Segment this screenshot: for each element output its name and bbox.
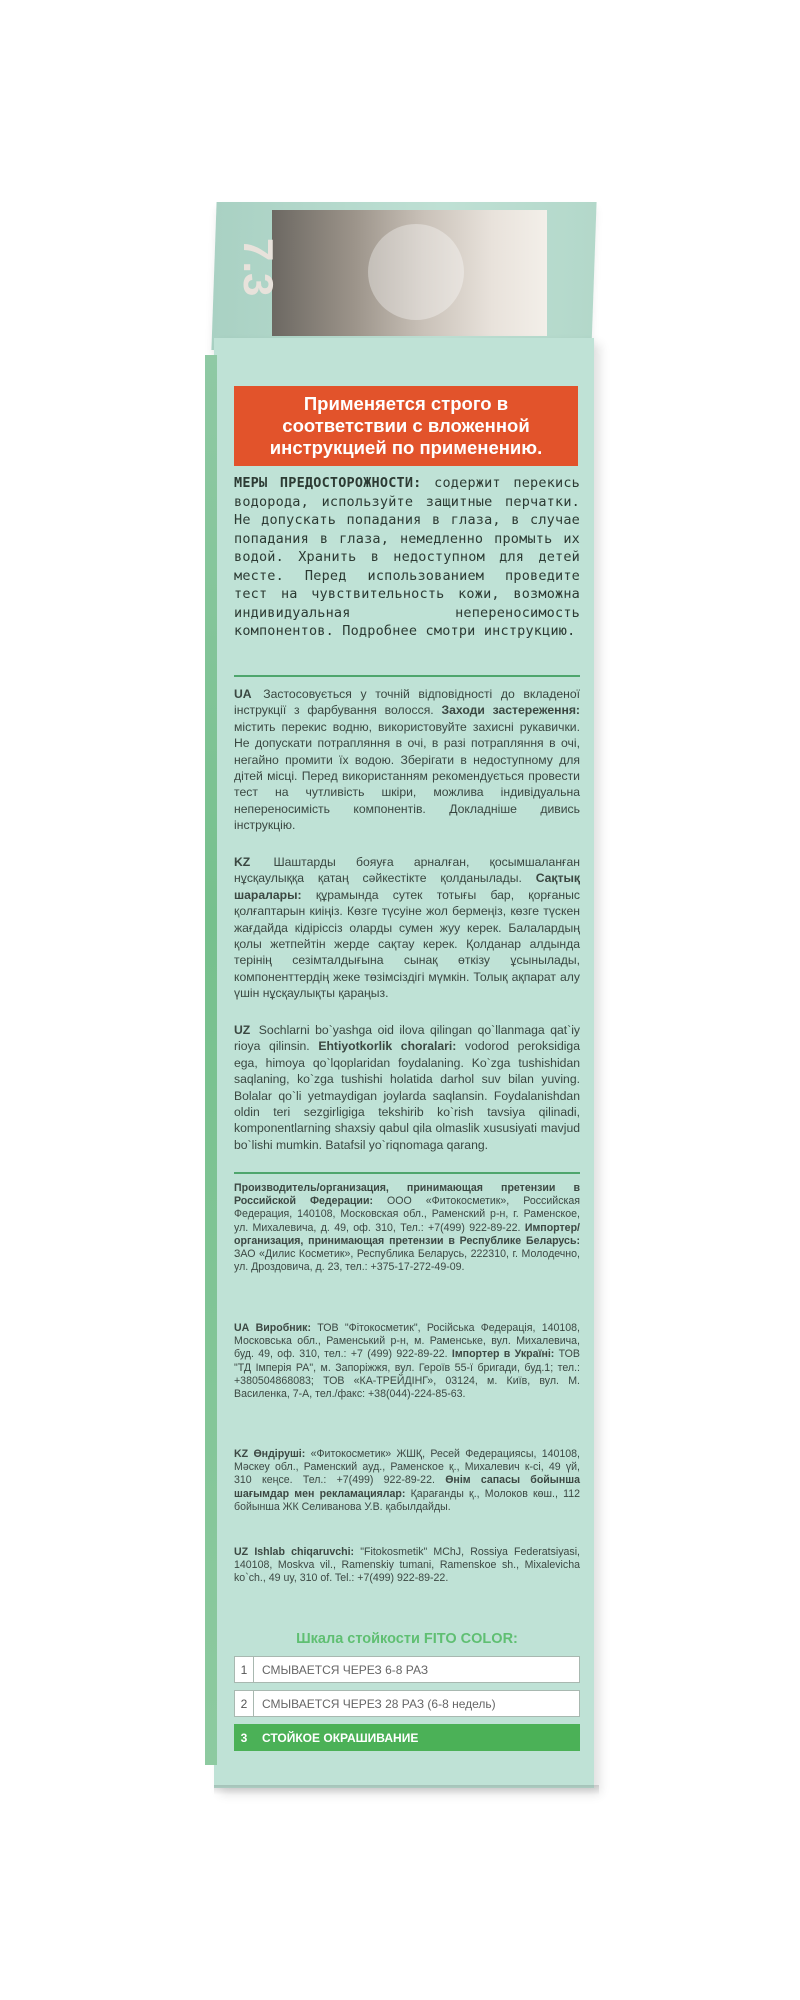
kz-code: KZ xyxy=(234,855,251,869)
kz-text: құрамында сутек тотығы бар, қорғаныс қолғаптарын киіңіз. Көзге түсуіне жол бермеңіз, көзге түскен жағдайда кідіріссіз оларды сумен жуу керек. Балалардың қолы жетпейтін жерде сақтау керек. Қолданар алдында терінің сезімталдығына сынақ өткізу ұсынылады, компоненттердің жеке төзімсіздігі мүмкін. Толық ақпарат алу үшін нұсқаулықты қараңыз. xyxy=(234,887,580,1001)
scale-row-label: СТОЙКОЕ ОКРАШИВАНИЕ xyxy=(254,1724,580,1751)
producer-ua-heading: Виробник: xyxy=(255,1322,311,1334)
uz-code: UZ xyxy=(234,1023,251,1037)
uz-intro: Sochlarni bo`yashga oid ilova qilingan qo`llanmaga qat`iy rioya qilinsin. xyxy=(234,1023,580,1054)
scale-row-number: 2 xyxy=(234,1690,254,1717)
scale-row-label: СМЫВАЕТСЯ ЧЕРЕЗ 28 РАЗ (6-8 недель) xyxy=(254,1690,580,1717)
importer-by-heading: Импортер/организация, принимающая претензии в Республике Беларусь: xyxy=(234,1221,580,1247)
producer-ua xyxy=(234,1322,580,1401)
precautions-body: содержит перекись водорода, используйте защитные перчатки. Не допускать попадания в глаза, в случае попадания в глаза, немедленно промыть их водой. Хранить в недоступном для детей месте. Перед использованием проведите тест на чувствительность кожи, возможна индивидуальная непереносимость компонентов. Подробнее смотри инструкцию. xyxy=(234,475,581,639)
producer-kz-heading: Өндіруші: xyxy=(253,1448,306,1460)
ua-code: UA xyxy=(234,687,252,701)
producer-uz-heading: Ishlab chiqaruvchi: xyxy=(254,1546,355,1558)
producer-kz-text: «Фитокосметик» ЖШҚ, Ресей Федерациясы, 140108, Мәскеу обл., Раменский ауд., Раменское қ., Михалевич к-сі, 49 үй, 310 кеңсе. Тел.: +7(499) 922-89-22. xyxy=(234,1448,580,1487)
scale-row-active xyxy=(234,1724,580,1751)
importer-by-text: ЗАО «Дилис Косметик», Республика Беларусь, 222310, г. Молодечно, ул. Дроздовича, д. 23, тел.: +375-17-272-49-09. xyxy=(234,1248,580,1274)
precautions-heading: МЕРЫ ПРЕДОСТОРОЖНОСТИ: xyxy=(234,475,422,491)
brand-logo-circle xyxy=(368,224,464,320)
section-divider xyxy=(234,675,580,677)
box-edge-stripe xyxy=(205,355,217,1765)
producer-uz-text: "Fitokosmetik" MChJ, Rossiya Federatsiyasi, 140108, Moskva vil., Ramenskiy tumani, Ramenskoe sh., Mixalevicha ko`ch., 49 uy, 310 of. Tel.: +7(499) 922-89-22. xyxy=(234,1546,581,1585)
ua-text: містить перекис водню, використовуйте захисні рукавички. Не допускати потрапляння в очі, в разі потрапляння в очі, негайно промити їх водою. Зберігати в недоступному для дітей місці. Перед використанням рекомендується провести тест на чутливість шкіри, можлива індивідуальна непереносимість компонентів. Докладніше дивись інструкцію. xyxy=(234,719,580,833)
producer-uz-code: UZ xyxy=(234,1546,249,1558)
scale-row-label: СМЫВАЕТСЯ ЧЕРЕЗ 6-8 РАЗ xyxy=(254,1656,580,1683)
producer-kz xyxy=(234,1448,580,1514)
producer-ru-heading: Производитель/организация, принимающая претензии в Российской Федерации: xyxy=(234,1182,580,1208)
claims-kz-heading: Өнім сапасы бойынша шағымдар мен рекламациялар: xyxy=(234,1474,580,1500)
producer-ru xyxy=(234,1182,580,1274)
kz-intro: Шаштарды бояуға арналған, қосымшаланған нұсқаулыққа қатаң сәйкестікте қолданылады. xyxy=(234,855,581,886)
uz-heading: Ehtiyotkorlik choralari: xyxy=(318,1039,457,1054)
scale-title: Шкала стойкости FITO COLOR: xyxy=(296,1631,518,1647)
producer-ua-text: ТОВ "Фітокосметик", Російська Федерація, 140108, Московська обл., Раменський р-н, м. Раменське, вул. Михалевича, буд. 49, оф. 310, тел.: +7 (499) 922-89-22. xyxy=(234,1322,581,1361)
box-shadow xyxy=(214,1785,599,1795)
ua-intro: Застосовується у точній відповідності до вкладеної інструкції з фарбування волосся. xyxy=(234,687,580,718)
kz-block xyxy=(234,854,580,1002)
section-divider xyxy=(234,1172,580,1174)
ua-block xyxy=(234,686,580,834)
top-flap-photo xyxy=(235,210,547,336)
scale-row-number: 3 xyxy=(234,1724,254,1751)
importer-ua-heading: Імпортер в Україні: xyxy=(451,1348,555,1361)
scale-row-number: 1 xyxy=(234,1656,254,1683)
kz-heading: Сақтық шаралары: xyxy=(234,871,580,902)
scale-row xyxy=(234,1656,580,1683)
uz-text: vodorod peroksidiga ega, himoya qo`lqoplaridan foydalaning. Ko`zga tushishidan saqlaning, ko`zga tushishi holatida darhol suv bilan yuving. Bolalar qo`li yetmaydigan joylarda saqlansin. Foydalanishdan oldin teri sezgirligiga tekshirib ko`rish tavsiya qilinadi, komponentlarning shaxsiy qabul qila olmaslik xususiyati mavjud bo`lishi mumkin. Batafsil yo`riqnomaga qarang. xyxy=(234,1039,580,1152)
producer-kz-code: KZ xyxy=(234,1448,249,1460)
uz-block xyxy=(234,1022,580,1153)
precautions-text xyxy=(234,474,580,641)
scale-row xyxy=(234,1690,580,1717)
warning-banner: Применяется строго в соответствии с вложенной инструкцией по применению. xyxy=(234,386,578,466)
producer-uz xyxy=(234,1546,580,1586)
producer-ua-code: UA xyxy=(234,1322,250,1334)
importer-ua-text: ТОВ "ТД Імперія РА", м. Запоріжжя, вул. Героїв 55-ї бригади, буд.1; тел.: +380504868083; ТОВ «КА-ТРЕЙДІНГ», 03124, м. Київ, вул. М. Василенка, 7-А, тел./факс: +38(044)-224-85-63. xyxy=(234,1348,580,1401)
claims-kz-text: Қарағанды қ., Молоков көш., 112 бойынша ЖК Селиванова У.В. қабылдайды. xyxy=(234,1487,580,1513)
producer-ru-text: ООО «Фитокосметик», Российская Федерация, 140108, Московская обл., Раменский р-н, г. Раменское, ул. Михалевича, д. 49, оф. 310, Тел.: +7(499) 922-89-22. xyxy=(234,1195,580,1234)
ua-heading: Заходи застереження: xyxy=(441,703,580,718)
shade-number: 7.3 xyxy=(235,238,282,297)
